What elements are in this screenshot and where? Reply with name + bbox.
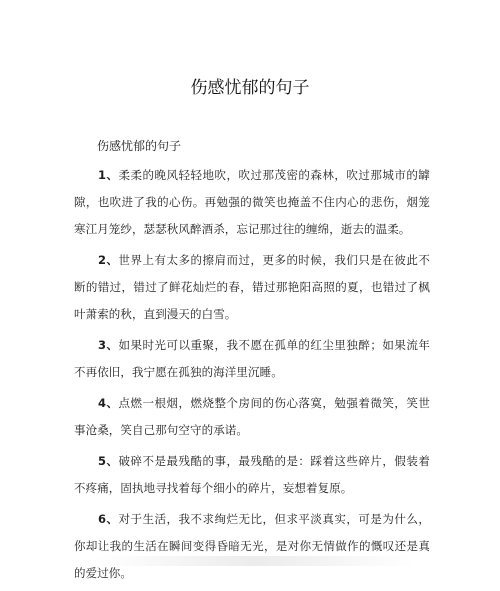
paragraph-4: [74, 390, 430, 444]
paragraph-text: 世界上有太多的擦肩而过，更多的时候，我们只是在彼此不断的错过，错过了鲜花灿烂的春，错过那艳阳高照的夏，也错过了枫叶萧索的秋，直到漫天的白雪。: [74, 253, 430, 321]
paragraph-text: 对于生活，我不求绚烂无比，但求平淡真实，可是为什么，你却让我的生活在瞬间变得昏暗无光，是对你无情做作的慨叹还是真的爱过你。: [74, 512, 430, 580]
page-title: 伤感忧郁的句子: [190, 78, 310, 98]
paragraph-3: [74, 332, 430, 386]
document-body: [74, 162, 430, 591]
paragraph-text: 柔柔的晚风轻轻地吹，吹过那茂密的森林，吹过那城市的罅隙，也吹进了我的心伤。再勉强的微笑也掩盖不住内心的悲伤，烟笼寒江月笼纱，瑟瑟秋风醉酒杀，忘记那过往的缠绵，逝去的温柔。: [74, 168, 430, 236]
paragraph-number: 2、: [98, 253, 119, 267]
paragraph-6: [74, 506, 430, 587]
paragraph-2: [74, 247, 430, 328]
paragraph-text: 破碎不是最残酷的事，最残酷的是：踩着这些碎片，假装着不疼痛，固执地寻找着每个细小的碎片，妄想着复原。: [74, 454, 430, 495]
paragraph-text: 如果时光可以重聚，我不愿在孤单的红尘里独醉；如果流年不再依旧，我宁愿在孤独的海洋里沉睡。: [74, 338, 430, 379]
paragraph-number: 3、: [98, 338, 119, 352]
paragraph-text: 点燃一根烟，燃烧整个房间的伤心落寞，勉强着微笑，笑世事沧桑，笑自己那句空守的承诺。: [74, 396, 430, 437]
paragraph-number: 1、: [98, 168, 119, 182]
paragraph-1: [74, 162, 430, 243]
paragraph-number: 6、: [98, 512, 119, 526]
faded-text-line: [95, 556, 415, 566]
paragraph-number: 5、: [98, 454, 119, 468]
document-subtitle: 伤感忧郁的句子: [97, 139, 182, 153]
paragraph-number: 4、: [98, 396, 119, 410]
paragraph-5: [74, 448, 430, 502]
